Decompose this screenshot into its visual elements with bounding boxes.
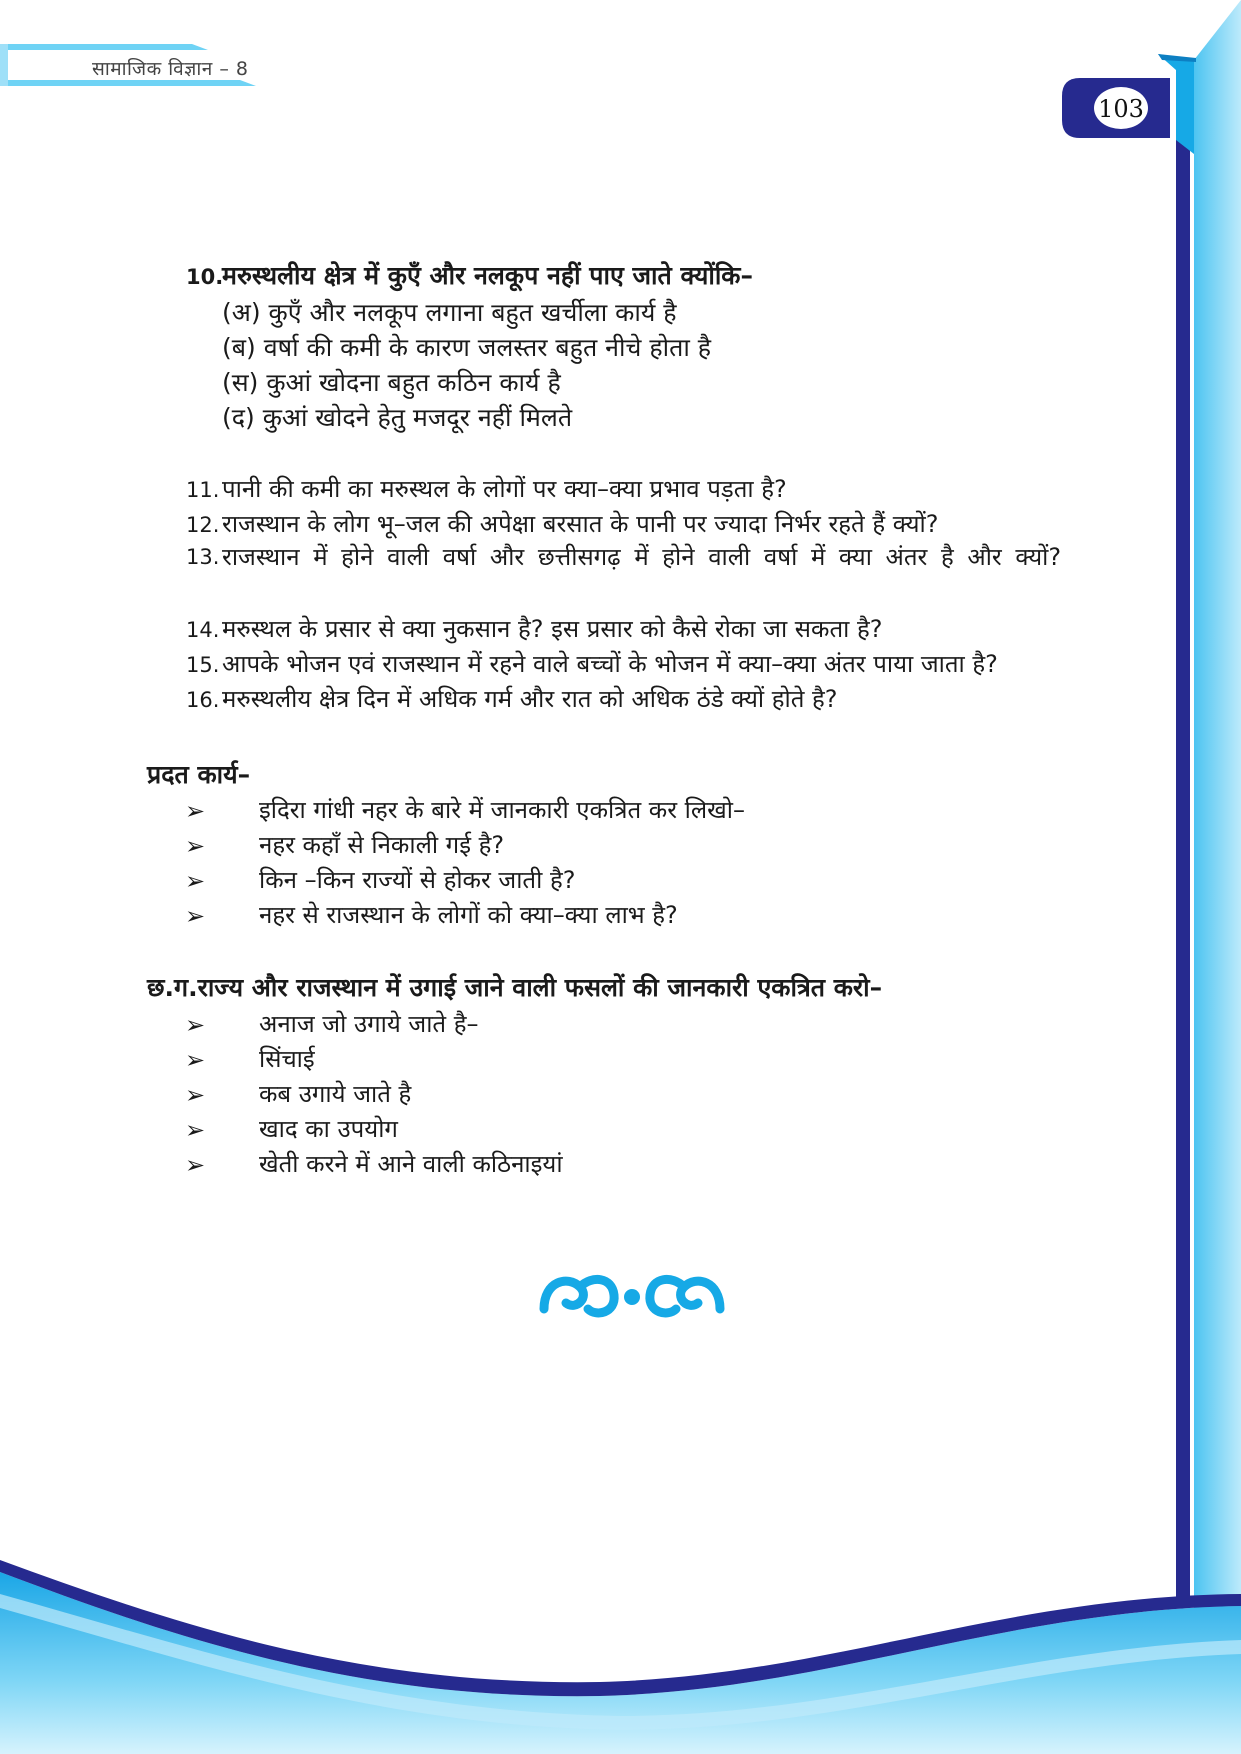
question-text: मरुस्थलीय क्षेत्र में कुएँ और नलकूप नहीं पाए जाते क्योंकि– <box>222 261 754 290</box>
arrow-bullet-icon: ➢ <box>185 1046 206 1074</box>
book-title: सामाजिक विज्ञान – 8 <box>92 58 249 80</box>
arrow-bullet-icon: ➢ <box>185 1151 206 1179</box>
question-number: 10. <box>186 265 224 289</box>
question-number: 15. <box>186 653 220 677</box>
question-11 <box>186 472 787 505</box>
assignment-item-text: किन –किन राज्यों से होकर जाती है? <box>259 866 576 894</box>
end-ornament-icon <box>536 1265 728 1325</box>
bottom-wave <box>0 1560 1241 1754</box>
question-10-heading <box>186 258 753 292</box>
assignment-item-text: नहर से राजस्थान के लोगों को क्या–क्या लाभ है? <box>259 901 678 929</box>
arrow-bullet-icon: ➢ <box>185 902 206 930</box>
arrow-bullet-icon: ➢ <box>185 832 206 860</box>
assignment-item-text: इदिरा गांधी नहर के बारे में जानकारी एकत्रित कर लिखो– <box>259 796 745 824</box>
question-text: राजस्थान में होने वाली वर्षा और छत्तीसगढ़ में होने वाली वर्षा में क्या अंतर है और क्यों? <box>222 543 1062 571</box>
crops-heading: छ.ग.राज्य और राजस्थान में उगाई जाने वाली फसलों की जानकारी एकत्रित करो– <box>147 973 883 1002</box>
question-text: पानी की कमी का मरुस्थल के लोगों पर क्या–क्या प्रभाव पड़ता है? <box>222 475 787 503</box>
question-number: 12. <box>186 513 220 537</box>
question-number: 16. <box>186 688 220 712</box>
question-number: 13. <box>186 545 220 569</box>
question-10-option-c: (स) कुआं खोदना बहुत कठिन कार्य है <box>222 368 561 397</box>
crops-item-text: अनाज जो उगाये जाते है– <box>259 1010 479 1038</box>
crops-item-text: खेती करने में आने वाली कठिनाइयां <box>259 1150 563 1178</box>
question-14 <box>186 612 882 645</box>
crops-item-text: सिंचाई <box>259 1045 315 1073</box>
question-text: मरुस्थलीय क्षेत्र दिन में अधिक गर्म और रात को अधिक ठंडे क्यों होते है? <box>222 685 838 713</box>
arrow-bullet-icon: ➢ <box>185 1011 206 1039</box>
arrow-bullet-icon: ➢ <box>185 1116 206 1144</box>
assignment-item-text: नहर कहाँ से निकाली गई है? <box>259 831 505 859</box>
arrow-bullet-icon: ➢ <box>185 1081 206 1109</box>
question-10-option-a: (अ) कुएँ और नलकूप लगाना बहुत खर्चीला कार्य है <box>222 298 677 327</box>
question-10-option-d: (द) कुआं खोदने हेतु मजदूर नहीं मिलते <box>222 403 573 432</box>
page-number: 103 <box>1098 95 1144 123</box>
question-12 <box>186 507 938 540</box>
question-16 <box>186 682 838 715</box>
question-text: आपके भोजन एवं राजस्थान में रहने वाले बच्चों के भोजन में क्या–क्या अंतर पाया जाता है? <box>222 650 998 678</box>
question-number: 14. <box>186 618 220 642</box>
crops-item-text: खाद का उपयोग <box>259 1115 398 1143</box>
question-text: राजस्थान के लोग भू–जल की अपेक्षा बरसात के पानी पर ज्यादा निर्भर रहते हैं क्यों? <box>222 510 939 538</box>
side-band <box>1158 0 1241 1754</box>
crops-item-text: कब उगाये जाते है <box>259 1080 412 1108</box>
arrow-bullet-icon: ➢ <box>185 867 206 895</box>
assignment-heading: प्रदत कार्य– <box>147 760 251 789</box>
arrow-bullet-icon: ➢ <box>185 797 206 825</box>
question-number: 11. <box>186 478 220 502</box>
question-13 <box>186 540 1126 575</box>
question-15 <box>186 647 998 680</box>
question-10-option-b: (ब) वर्षा की कमी के कारण जलस्तर बहुत नीचे होता है <box>222 333 712 362</box>
question-text: मरुस्थल के प्रसार से क्या नुकसान है? इस प्रसार को कैसे रोका जा सकता है? <box>222 615 883 643</box>
